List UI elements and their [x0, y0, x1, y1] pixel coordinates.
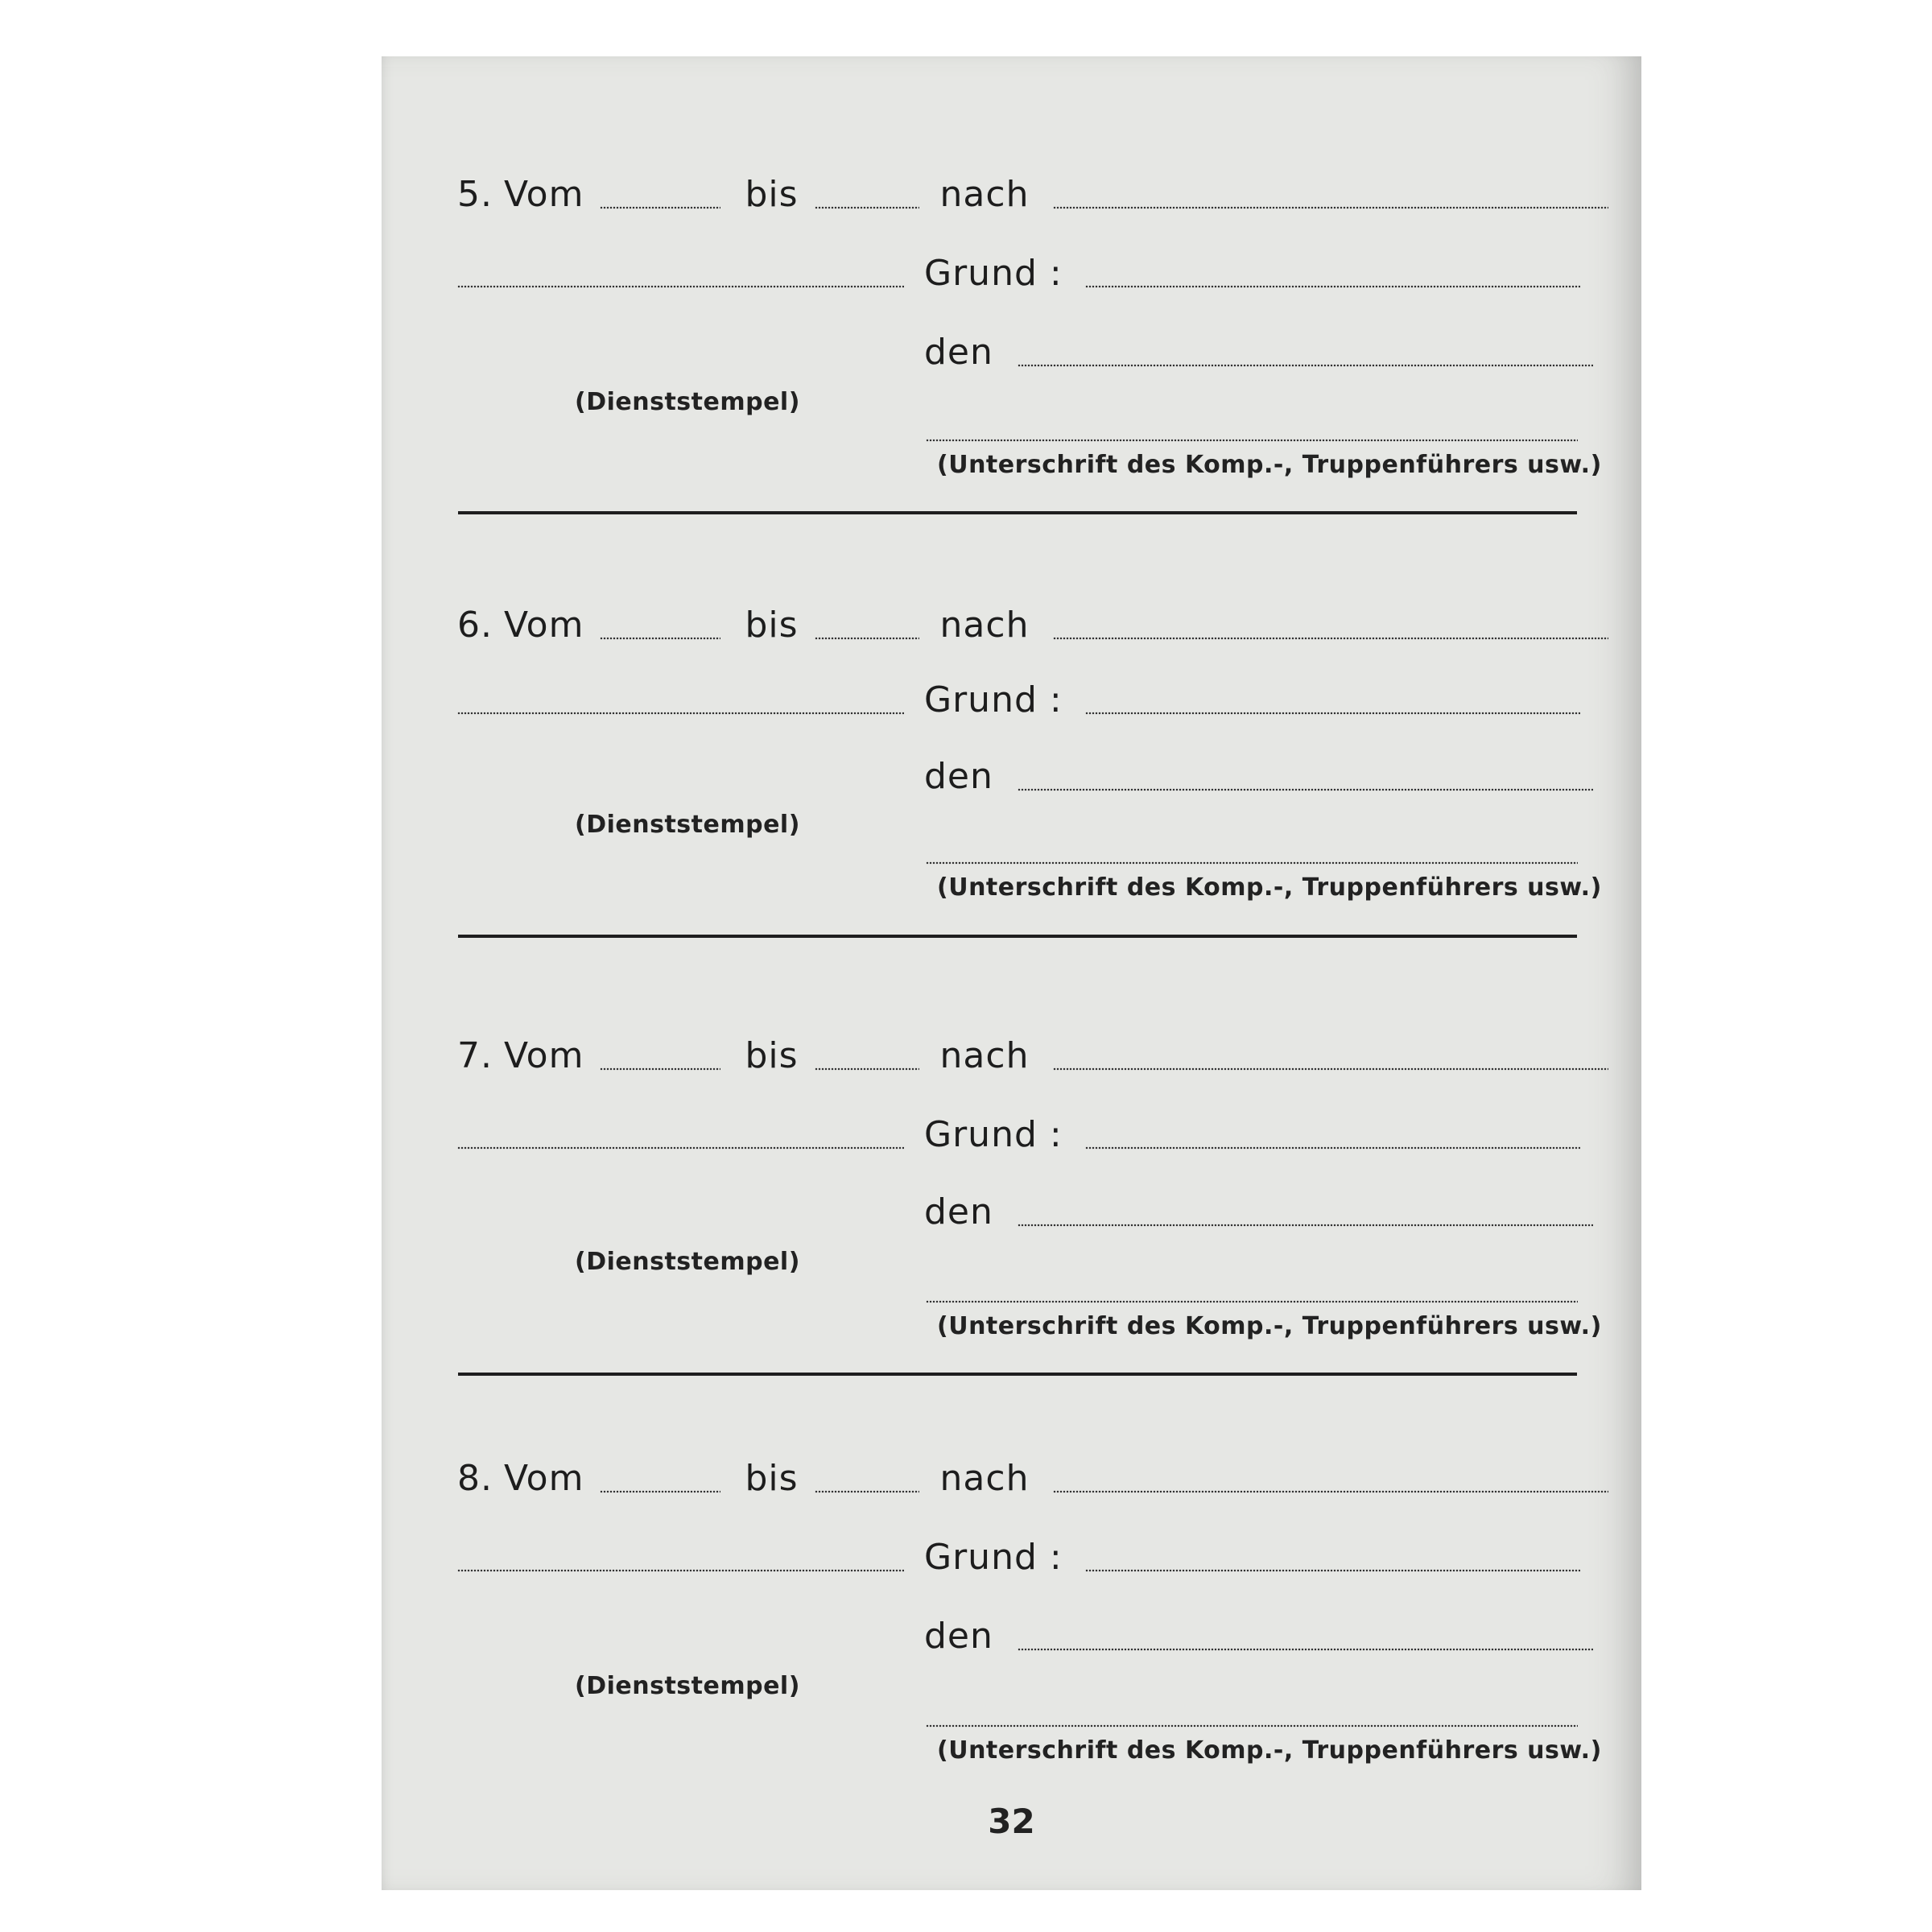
bis-date-field[interactable]: [815, 1490, 919, 1493]
stamp-label: (Dienststempel): [575, 388, 800, 416]
bis-date-field[interactable]: [815, 1067, 919, 1071]
vom-date-field[interactable]: [600, 206, 720, 209]
destination-continuation-field[interactable]: [457, 285, 904, 288]
stamp-label: (Dienststempel): [575, 811, 800, 839]
entry-number: 6.: [457, 605, 493, 646]
entry-section-6: [382, 487, 1641, 902]
den-date-field[interactable]: [1018, 1224, 1593, 1227]
entry-section-5: [382, 56, 1641, 479]
bis-label: bis: [745, 174, 799, 215]
bis-date-field[interactable]: [815, 206, 919, 209]
grund-reason-field[interactable]: [1085, 712, 1580, 715]
entry-number: 5.: [457, 174, 493, 215]
bis-date-field[interactable]: [815, 637, 919, 640]
den-date-field[interactable]: [1018, 364, 1593, 367]
entry-section-8: [382, 1340, 1641, 1765]
grund-label: Grund :: [924, 1114, 1063, 1155]
vom-label: Vom: [503, 1458, 584, 1499]
nach-label: nach: [939, 174, 1030, 215]
vom-label: Vom: [503, 1035, 584, 1076]
den-date-field[interactable]: [1018, 788, 1593, 791]
grund-reason-field[interactable]: [1085, 1569, 1580, 1572]
nach-destination-field[interactable]: [1053, 1490, 1608, 1493]
vom-label: Vom: [503, 605, 584, 646]
nach-destination-field[interactable]: [1053, 206, 1608, 209]
vom-date-field[interactable]: [600, 637, 720, 640]
bis-label: bis: [745, 1458, 799, 1499]
nach-label: nach: [939, 1035, 1030, 1076]
signature-label: (Unterschrift des Komp.-, Truppenführers usw.): [937, 873, 1602, 902]
nach-destination-field[interactable]: [1053, 1067, 1608, 1071]
entry-number: 7.: [457, 1035, 493, 1076]
den-label: den: [924, 756, 993, 797]
vom-label: Vom: [503, 174, 584, 215]
grund-reason-field[interactable]: [1085, 285, 1580, 288]
signature-label: (Unterschrift des Komp.-, Truppenführers usw.): [937, 451, 1602, 479]
grund-label: Grund :: [924, 253, 1063, 294]
signature-field[interactable]: [926, 861, 1578, 865]
destination-continuation-field[interactable]: [457, 1146, 904, 1150]
den-label: den: [924, 1191, 993, 1232]
stamp-label: (Dienststempel): [575, 1248, 800, 1276]
den-label: den: [924, 1616, 993, 1657]
entry-number: 8.: [457, 1458, 493, 1499]
nach-label: nach: [939, 1458, 1030, 1499]
nach-label: nach: [939, 605, 1030, 646]
entry-section-7: [382, 918, 1641, 1340]
bis-label: bis: [745, 605, 799, 646]
form-page: [382, 56, 1641, 1890]
grund-label: Grund :: [924, 679, 1063, 720]
signature-label: (Unterschrift des Komp.-, Truppenführers usw.): [937, 1312, 1602, 1340]
vom-date-field[interactable]: [600, 1490, 720, 1493]
signature-field[interactable]: [926, 1300, 1578, 1303]
stamp-label: (Dienststempel): [575, 1672, 800, 1700]
signature-field[interactable]: [926, 439, 1578, 442]
signature-label: (Unterschrift des Komp.-, Truppenführers usw.): [937, 1736, 1602, 1765]
destination-continuation-field[interactable]: [457, 1569, 904, 1572]
destination-continuation-field[interactable]: [457, 712, 904, 715]
den-date-field[interactable]: [1018, 1648, 1593, 1651]
nach-destination-field[interactable]: [1053, 637, 1608, 640]
bis-label: bis: [745, 1035, 799, 1076]
signature-field[interactable]: [926, 1724, 1578, 1728]
page-number: 32: [988, 1802, 1035, 1841]
den-label: den: [924, 332, 993, 373]
grund-label: Grund :: [924, 1537, 1063, 1578]
grund-reason-field[interactable]: [1085, 1146, 1580, 1150]
vom-date-field[interactable]: [600, 1067, 720, 1071]
